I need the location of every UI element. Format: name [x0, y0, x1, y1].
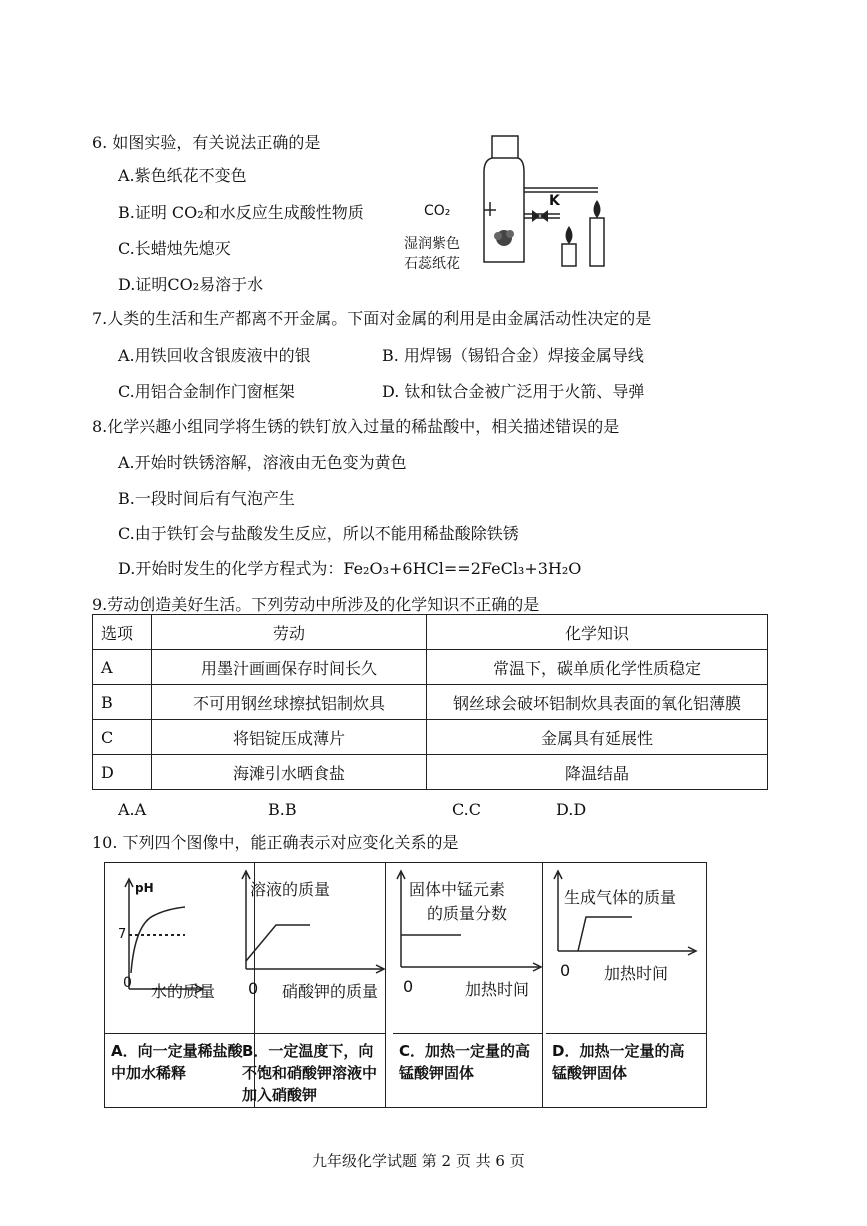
graph-a-tick: 7	[118, 927, 127, 942]
q7-option-b: B. 用焊锡（锡铅合金）焊接金属导线	[382, 346, 644, 365]
q9-stem: 9.劳动创造美好生活。下列劳动中所涉及的化学知识不正确的是	[92, 595, 540, 614]
graph-d-xlabel: 加热时间	[604, 964, 669, 983]
q8-option-d: D.开始时发生的化学方程式为：Fe₂O₃+6HCl==2FeCl₃+3H₂O	[118, 559, 582, 578]
q7-stem: 7.人类的生活和生产都离不开金属。下面对金属的利用是由金属活动性决定的是	[92, 309, 652, 328]
q10-graphs-panel	[104, 862, 707, 1108]
table-cell: 用墨汁画画保存时间长久	[152, 650, 427, 685]
table-cell: 将铝锭压成薄片	[152, 720, 427, 755]
co2-label: CO₂	[424, 203, 451, 219]
q7-option-a: A.用铁回收含银废液中的银	[118, 346, 311, 365]
graph-a-origin: 0	[123, 975, 132, 991]
table-cell: C	[93, 720, 152, 755]
graph-c	[393, 863, 543, 1107]
graph-d-ylabel: 生成气体的质量	[564, 888, 677, 907]
valve-k-label: K	[549, 193, 560, 209]
long-candle-flame-icon	[594, 200, 601, 218]
q8-option-b: B.一段时间后有气泡产生	[118, 489, 295, 508]
table-cell: 常温下，碳单质化学性质稳定	[427, 650, 768, 685]
table-cell: 降温结晶	[427, 755, 768, 790]
graph-c-xlabel: 加热时间	[465, 980, 530, 999]
q8-stem: 8.化学兴趣小组同学将生锈的铁钉放入过量的稀盐酸中，相关描述错误的是	[92, 417, 620, 436]
q9-answer-c: C.C	[452, 800, 481, 819]
graph-c-origin: 0	[403, 977, 414, 996]
q9-answer-d: D.D	[556, 800, 587, 819]
graph-a-ylabel: pH	[135, 881, 154, 895]
graph-d	[546, 863, 706, 1107]
q8-option-a: A.开始时铁锈溶解，溶液由无色变为黄色	[118, 453, 407, 472]
table-cell: 不可用钢丝球擦拭铝制炊具	[152, 685, 427, 720]
table-row	[93, 650, 768, 685]
graph-d-origin: 0	[560, 961, 571, 980]
q8-option-c: C.由于铁钉会与盐酸发生反应，所以不能用稀盐酸除铁锈	[118, 524, 519, 543]
graph-b-ylabel: 溶液的质量	[250, 880, 331, 899]
graph-c-ylabel-line1: 固体中锰元素	[409, 880, 506, 899]
graph-d-desc: D．加热一定量的高锰酸钾固体	[552, 1042, 685, 1082]
table-header-cell: 化学知识	[427, 615, 768, 650]
graph-c-desc: C．加热一定量的高锰酸钾固体	[399, 1042, 531, 1082]
graph-d-line	[578, 917, 632, 951]
table-header-cell: 劳动	[152, 615, 427, 650]
q6-option-b: B.证明 CO₂和水反应生成酸性物质	[118, 203, 364, 222]
graph-b	[236, 863, 386, 1107]
graph-b-line	[246, 925, 310, 961]
table-cell: D	[93, 755, 152, 790]
table-header-row	[93, 615, 768, 650]
q6-option-a: A.紫色纸花不变色	[118, 166, 247, 185]
table-row	[93, 720, 768, 755]
q6-option-c: C.长蜡烛先熄灭	[118, 239, 231, 258]
q6-stem: 6. 如图实验，有关说法正确的是	[92, 133, 321, 152]
table-cell: A	[93, 650, 152, 685]
long-candle	[590, 218, 604, 266]
graph-a	[105, 863, 255, 1107]
graph-b-xlabel: 硝酸钾的质量	[282, 982, 379, 1001]
short-candle-flame-icon	[566, 226, 573, 244]
table-row	[93, 685, 768, 720]
flower-label-line1: 湿润紫色	[404, 236, 460, 252]
graph-a-xlabel: 水的质量	[151, 982, 216, 1001]
table-row	[93, 755, 768, 790]
table-header-cell: 选项	[93, 615, 152, 650]
q9-answer-a: A.A	[118, 800, 147, 819]
q10-stem: 10. 下列四个图像中，能正确表示对应变化关系的是	[92, 833, 459, 852]
graph-b-origin: 0	[248, 979, 259, 998]
bottle-neck	[492, 136, 518, 158]
table-cell: 海滩引水晒食盐	[152, 755, 427, 790]
table-cell: 金属具有延展性	[427, 720, 768, 755]
valve-k	[532, 210, 548, 222]
short-candle	[562, 244, 576, 266]
q6-option-d: D.证明CO₂易溶于水	[118, 275, 264, 294]
q7-option-c: C.用铝合金制作门窗框架	[118, 382, 295, 401]
graph-c-ylabel-line2: 的质量分数	[427, 904, 508, 923]
q9-answer-b: B.B	[268, 800, 297, 819]
table-cell: 钢丝球会破坏铝制炊具表面的氧化铝薄膜	[427, 685, 768, 720]
table-cell: B	[93, 685, 152, 720]
q9-table	[92, 614, 768, 790]
q7-option-d: D. 钛和钛合金被广泛用于火箭、导弹	[382, 382, 645, 401]
graph-a-curve	[131, 907, 185, 973]
flower-label-line2: 石蕊纸花	[404, 256, 460, 272]
graph-b-desc: B．一定温度下，向不饱和硝酸钾溶液中加入硝酸钾	[242, 1042, 378, 1104]
graph-a-desc: A．向一定量稀盐酸中加水稀释	[111, 1042, 243, 1082]
page-footer: 九年级化学试题 第 2 页 共 6 页	[312, 1152, 525, 1170]
